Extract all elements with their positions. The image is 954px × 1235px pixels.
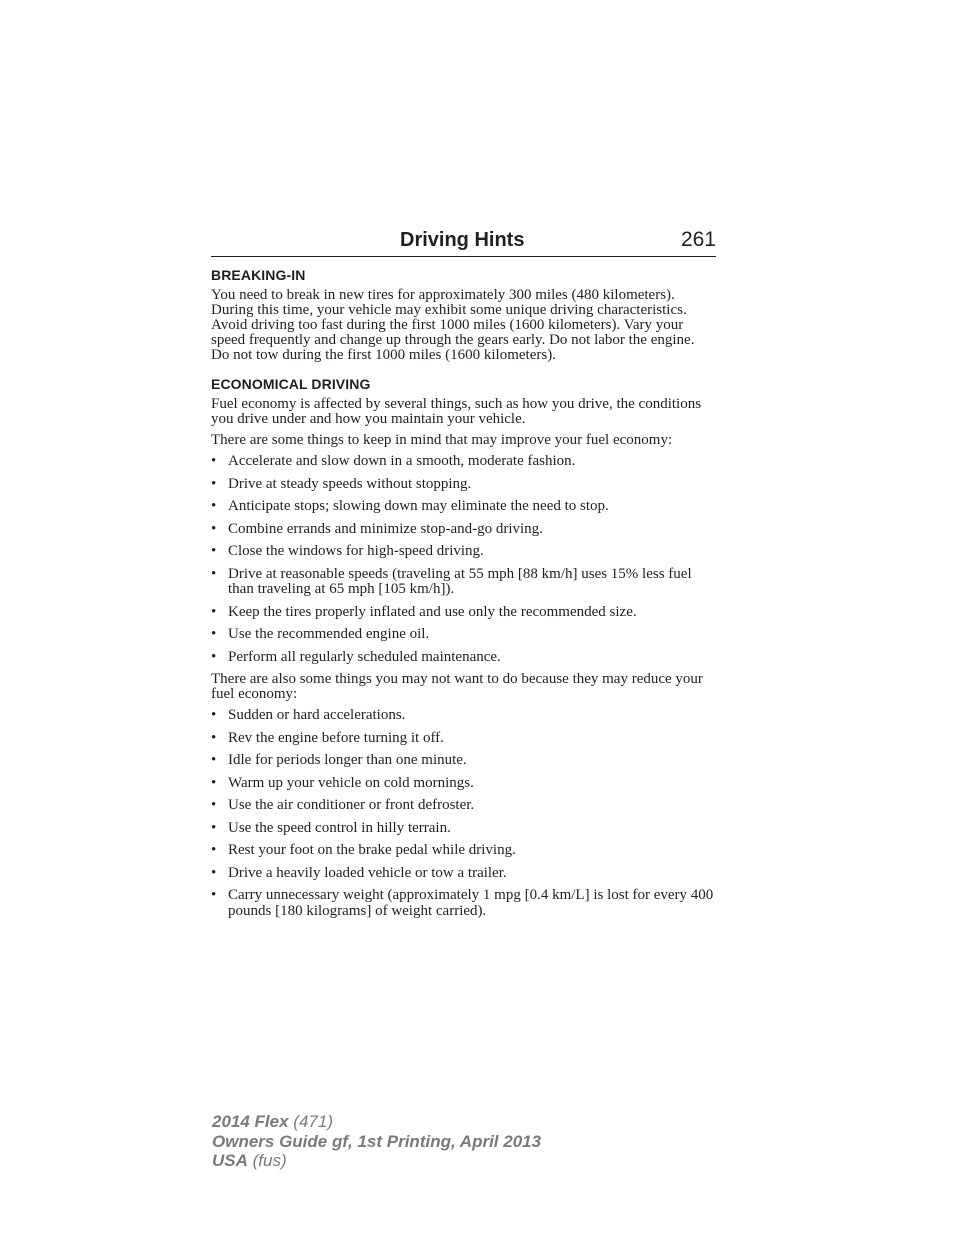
avoid-list	[211, 708, 716, 919]
bullet-icon: •	[211, 603, 217, 620]
bullet-icon: •	[211, 864, 217, 881]
list-item: • Idle for periods longer than one minute.	[211, 752, 467, 768]
list-item: • Combine errands and minimize stop-and-go driving.	[211, 520, 543, 537]
page-header	[211, 228, 716, 257]
list-item: • Sudden or hard accelerations.	[211, 707, 406, 723]
chapter-title: Driving Hints	[400, 229, 525, 251]
economical-driving-heading: ECONOMICAL DRIVING	[211, 376, 371, 392]
list-item: • Rest your foot on the brake pedal while driving.	[211, 842, 516, 858]
improve-list	[211, 454, 716, 665]
bullet-icon: •	[211, 752, 217, 768]
breaking-in-paragraph: You need to break in new tires for approximately 300 miles (480 kilometers). During this time, your vehicle may exhibit some unique driving characteristics. Avoid driving too fast during the first 1000 miles (1600 kilometers). Vary your speed frequently and change up through the gears early. Do not labor the engine. Do not tow during the first 1000 miles (1600 kilometers).	[211, 287, 695, 363]
list-item: • Accelerate and slow down in a smooth, moderate fashion.	[211, 453, 576, 469]
bullet-icon: •	[211, 819, 217, 836]
bullet-icon: •	[211, 707, 217, 723]
bullet-icon: •	[211, 453, 217, 469]
bullet-icon: •	[211, 520, 217, 537]
page-footer	[212, 1112, 541, 1171]
bullet-icon: •	[211, 626, 217, 642]
list-item: • Use the recommended engine oil.	[211, 626, 430, 642]
footer-model-line: 2014 Flex (471)	[212, 1112, 333, 1131]
bullet-icon: •	[211, 797, 217, 813]
bullet-icon: •	[211, 475, 217, 492]
list-item: • Use the air conditioner or front defroster.	[211, 797, 475, 813]
footer-region-line: USA (fus)	[212, 1151, 287, 1170]
list-item: • Anticipate stops; slowing down may eliminate the need to stop.	[211, 498, 609, 514]
list-item: • Warm up your vehicle on cold mornings.	[211, 774, 474, 791]
list-item: • Use the speed control in hilly terrain.	[211, 819, 451, 836]
bullet-icon: •	[211, 887, 217, 903]
footer-printing-line: Owners Guide gf, 1st Printing, April 2013	[212, 1131, 542, 1151]
economy-intro-paragraph: Fuel economy is affected by several things, such as how you drive, the conditions you drive under and how you maintain your vehicle.	[211, 396, 702, 427]
bullet-icon: •	[211, 498, 217, 514]
avoid-intro-paragraph: There are also some things you may not want to do because they may reduce your fuel economy:	[211, 671, 703, 702]
bullet-icon: •	[211, 729, 217, 746]
breaking-in-heading: BREAKING-IN	[211, 267, 306, 283]
manual-page	[211, 228, 716, 926]
bullet-icon: •	[211, 774, 217, 791]
list-item: • Drive at steady speeds without stopping.	[211, 475, 472, 492]
bullet-icon: •	[211, 842, 217, 858]
list-item: • Rev the engine before turning it off.	[211, 729, 444, 746]
list-item: • Drive at reasonable speeds (traveling at 55 mph [88 km/h] uses 15% less fuel than traveling at 65 mph [105 km/h]).	[211, 565, 692, 597]
bullet-icon: •	[211, 565, 217, 582]
list-item: • Perform all regularly scheduled maintenance.	[211, 648, 501, 665]
improve-intro-paragraph: There are some things to keep in mind that may improve your fuel economy:	[211, 432, 673, 448]
list-item: • Carry unnecessary weight (approximately 1 mpg [0.4 km/L] is lost for every 400 pounds [180 kilograms] of weight carried).	[211, 887, 714, 919]
bullet-icon: •	[211, 648, 217, 665]
list-item: • Keep the tires properly inflated and use only the recommended size.	[211, 603, 637, 620]
list-item: • Close the windows for high-speed driving.	[211, 543, 484, 559]
bullet-icon: •	[211, 543, 217, 559]
page-number: 261	[680, 228, 716, 251]
list-item: • Drive a heavily loaded vehicle or tow a trailer.	[211, 864, 507, 881]
